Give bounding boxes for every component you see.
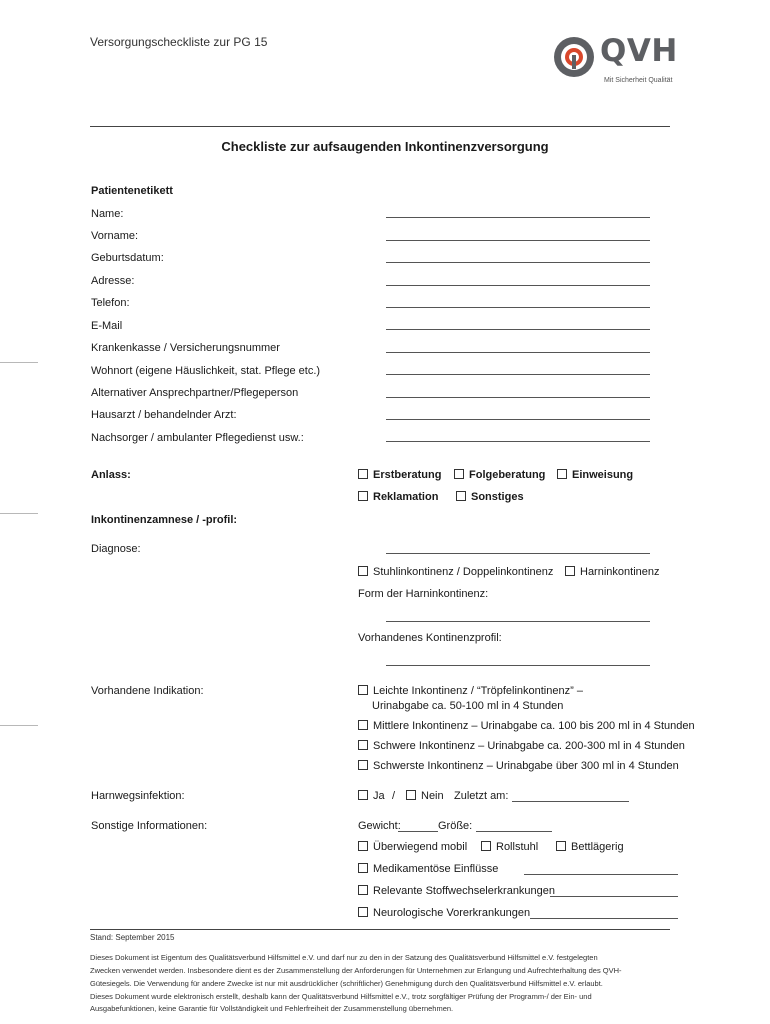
field-label-hausarzt: Hausarzt / behandelnder Arzt: — [91, 409, 237, 421]
checkbox-mittlere-inkontinenz[interactable] — [358, 720, 695, 732]
patient-section-label: Patientenetikett — [91, 185, 173, 197]
checkbox-medikamente[interactable] — [358, 863, 498, 875]
checkbox-stoffwechsel[interactable] — [358, 885, 555, 897]
field-label-vorname: Vorname: — [91, 230, 139, 242]
footer-text-line: Ausgabefunktionen, keine Garantie für Vollständigkeit und Fehlerfreiheit der Zusammenstellung übernehmen. — [90, 1004, 454, 1013]
field-line-groesse[interactable] — [476, 831, 552, 832]
footer-text-line: Gütesiegels. Die Verwendung für andere Zwecke ist nur mit ausdrücklicher (schriftlicher) Genehmigung durch den Qualitätsverbund Hilfsmittel e.V. erlaubt. — [90, 979, 603, 988]
anamnese-label: Inkontinenzamnese / -profil: — [91, 514, 238, 526]
checkbox-label: Reklamation — [373, 491, 439, 503]
checkbox-box[interactable] — [358, 491, 368, 501]
logo-emblem-icon — [552, 35, 596, 79]
field-label-nachsorger: Nachsorger / ambulanter Pflegedienst usw.: — [91, 432, 304, 444]
checkbox-box[interactable] — [481, 841, 491, 851]
footer-text-line: Dieses Dokument ist Eigentum des Qualitätsverbund Hilfsmittel e.V. und darf nur zu den in der Satzung des Qualitätsverbund Hilfsmittel e.V. festgelegten — [90, 953, 598, 962]
checkbox-label: Schwere Inkontinenz – Urinabgabe ca. 200-300 ml in 4 Stunden — [373, 740, 685, 752]
checkbox-label: Erstberatung — [373, 469, 442, 481]
field-line-zuletzt[interactable] — [512, 801, 629, 802]
field-line-geburtsdatum[interactable] — [386, 262, 650, 263]
field-label-geburtsdatum: Geburtsdatum: — [91, 252, 164, 264]
checkbox-leichte-inkontinenz[interactable] — [358, 685, 583, 697]
footer-text-line: Zwecken verwendet werden. Insbesondere dient es der Zusammenstellung der Anforderungen für Unternehmen zur Erlangung und Aufrechterhaltung des QVH- — [90, 966, 622, 975]
field-label-email: E-Mail — [91, 320, 123, 332]
checkbox-bettlaegerig[interactable] — [556, 841, 624, 853]
field-label-krankenkasse: Krankenkasse / Versicherungsnummer — [91, 342, 280, 354]
footer-stand: Stand: September 2015 — [90, 933, 175, 942]
checkbox-harninkontinenz[interactable] — [565, 566, 660, 578]
field-line-diagnose[interactable] — [386, 553, 650, 554]
checkbox-harnweg-ja[interactable] — [358, 790, 385, 802]
checkbox-harnweg-nein[interactable] — [406, 790, 444, 802]
logo-text: QVH — [600, 33, 678, 69]
checkbox-label: Relevante Stoffwechselerkrankungen — [373, 885, 556, 897]
field-line-neurologische[interactable] — [530, 918, 678, 919]
checkbox-label: Schwerste Inkontinenz – Urinabgabe über 300 ml in 4 Stunden — [373, 760, 679, 772]
fold-mark — [0, 725, 38, 726]
checkbox-box[interactable] — [406, 790, 416, 800]
field-label-telefon: Telefon: — [91, 297, 130, 309]
document-header-title: Versorgungscheckliste zur PG 15 — [90, 35, 268, 49]
field-label-wohnort: Wohnort (eigene Häuslichkeit, stat. Pflege etc.) — [91, 365, 321, 377]
checkbox-label: Bettlägerig — [571, 841, 624, 853]
indikation-label: Vorhandene Indikation: — [91, 685, 204, 697]
checkbox-box[interactable] — [557, 469, 567, 479]
checkbox-label: Folgeberatung — [469, 469, 546, 481]
field-line-nachsorger[interactable] — [386, 441, 650, 442]
fold-mark — [0, 513, 38, 514]
field-line-form[interactable] — [386, 621, 650, 622]
checkbox-erstberatung[interactable] — [358, 469, 441, 481]
checkbox-folgeberatung[interactable] — [454, 469, 545, 481]
checkbox-box[interactable] — [358, 841, 368, 851]
checkbox-box[interactable] — [358, 720, 368, 730]
checkbox-label: Mittlere Inkontinenz – Urinabgabe ca. 100 bis 200 ml in 4 Stunden — [373, 720, 695, 732]
checkbox-label: Stuhlinkontinenz / Doppelinkontinenz — [373, 566, 554, 578]
field-line-krankenkasse[interactable] — [386, 352, 650, 353]
checkbox-label: Überwiegend mobil — [373, 841, 468, 853]
field-line-email[interactable] — [386, 329, 650, 330]
field-line-adresse[interactable] — [386, 285, 650, 286]
field-line-stoffwechsel[interactable] — [550, 896, 678, 897]
fold-mark — [0, 362, 38, 363]
field-line-telefon[interactable] — [386, 307, 650, 308]
checkbox-label: Ja — [373, 790, 385, 802]
checkbox-box[interactable] — [358, 907, 368, 917]
field-label-ansprechpartner: Alternativer Ansprechpartner/Pflegeperson — [91, 387, 299, 399]
checkbox-label: Rollstuhl — [496, 841, 539, 853]
leichte-inkontinenz-detail: Urinabgabe ca. 50-100 ml in 4 Stunden — [372, 700, 564, 712]
checkbox-box[interactable] — [358, 863, 368, 873]
checkbox-label: Sonstiges — [471, 491, 524, 503]
sonstige-label: Sonstige Informationen: — [91, 820, 208, 832]
field-line-vorname[interactable] — [386, 240, 650, 241]
checkbox-ueberwiegend-mobil[interactable] — [358, 841, 467, 853]
checkbox-einweisung[interactable] — [557, 469, 633, 481]
field-line-ansprechpartner[interactable] — [386, 397, 650, 398]
checkbox-box[interactable] — [358, 760, 368, 770]
field-label-name: Name: — [91, 208, 124, 220]
kontinenzprofil-label: Vorhandenes Kontinenzprofil: — [358, 632, 502, 644]
anlass-label: Anlass: — [91, 469, 131, 481]
checkbox-sonstiges[interactable] — [456, 491, 524, 503]
form-harninkontinenz-label: Form der Harninkontinenz: — [358, 588, 489, 600]
checkbox-box[interactable] — [556, 841, 566, 851]
field-line-wohnort[interactable] — [386, 374, 650, 375]
checkbox-label: Nein — [421, 790, 444, 802]
footer-rule — [90, 929, 670, 930]
field-line-hausarzt[interactable] — [386, 419, 650, 420]
checkbox-schwerste-inkontinenz[interactable] — [358, 760, 679, 772]
groesse-label: Größe: — [438, 820, 473, 832]
gewicht-label: Gewicht: — [358, 820, 401, 832]
checkbox-box[interactable] — [454, 469, 464, 479]
checkbox-schwere-inkontinenz[interactable] — [358, 740, 685, 752]
field-line-gewicht[interactable] — [398, 831, 438, 832]
page-title: Checkliste zur aufsaugenden Inkontinenzversorgung — [221, 139, 549, 154]
footer-text-line: Dieses Dokument wurde elektronisch erstellt, deshalb kann der Qualitätsverbund Hilfsmittel e.V., trotz sorgfältiger Prüfung der Programm-/ der Ein- und — [90, 992, 592, 1001]
checkbox-box[interactable] — [358, 685, 368, 695]
checkbox-box[interactable] — [456, 491, 466, 501]
diagnose-label: Diagnose: — [91, 543, 141, 555]
checkbox-box[interactable] — [358, 885, 368, 895]
checkbox-label: Einweisung — [572, 469, 634, 481]
checkbox-box[interactable] — [358, 790, 368, 800]
field-line-kontinenzprofil[interactable] — [386, 665, 650, 666]
checkbox-reklamation[interactable] — [358, 491, 438, 503]
checkbox-label: Medikamentöse Einflüsse — [373, 863, 499, 875]
logo-tagline: Mit Sicherheit Qualität — [604, 77, 673, 84]
header-rule — [90, 126, 670, 127]
zuletzt-am-label: Zuletzt am: — [454, 790, 509, 802]
checkbox-box[interactable] — [358, 566, 368, 576]
harnweg-separator: / — [392, 790, 396, 802]
field-line-name[interactable] — [386, 217, 650, 218]
checkbox-box[interactable] — [358, 469, 368, 479]
checkbox-neurologische[interactable] — [358, 907, 530, 919]
checkbox-box[interactable] — [565, 566, 575, 576]
field-line-medikamente[interactable] — [524, 874, 678, 875]
harnweg-label: Harnwegsinfektion: — [91, 790, 185, 802]
field-label-adresse: Adresse: — [91, 275, 135, 287]
checkbox-label: Harninkontinenz — [580, 566, 660, 578]
checkbox-box[interactable] — [358, 740, 368, 750]
checkbox-rollstuhl[interactable] — [481, 841, 538, 853]
qvh-logo — [552, 33, 692, 91]
checkbox-label: Neurologische Vorerkrankungen — [373, 907, 531, 919]
checkbox-stuhlinkontinenz[interactable] — [358, 566, 553, 578]
checkbox-label: Leichte Inkontinenz / “Tröpfelinkontinenz” – — [373, 685, 583, 697]
